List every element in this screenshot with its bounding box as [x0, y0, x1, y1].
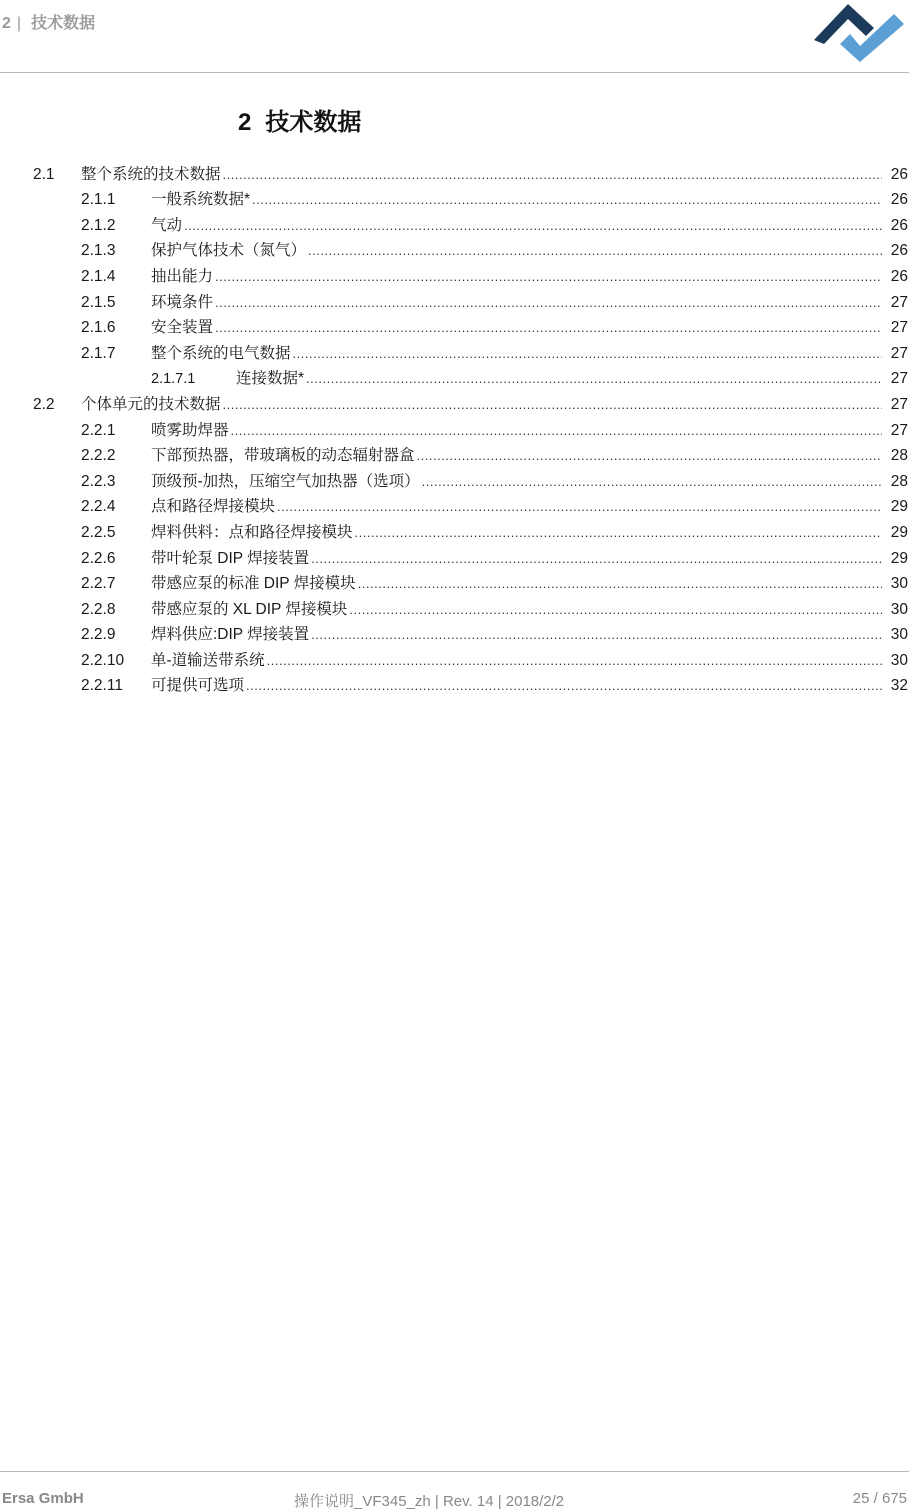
footer-page-number: 25 / 675 [852, 1490, 907, 1507]
page-footer [0, 1471, 909, 1510]
toc-entry-label[interactable]: 保护气体技术（氮气） [151, 242, 307, 260]
toc-entry[interactable] [0, 620, 909, 646]
toc-entry-number: 2.1 [33, 165, 55, 183]
toc-entry-page[interactable]: 29 [890, 523, 908, 541]
toc-entry[interactable] [0, 159, 909, 185]
header-chapter-title: 技术数据 [31, 15, 96, 32]
toc-entry[interactable] [0, 313, 909, 339]
toc-entry-number: 2.1.7.1 [151, 371, 196, 388]
toc-entry[interactable] [0, 261, 909, 287]
toc-dot-leader [311, 550, 882, 568]
toc-entry-number: 2.1.2 [81, 216, 116, 234]
toc-entry-number: 2.2.1 [81, 421, 116, 439]
toc-dot-leader [231, 422, 882, 440]
toc-entry-number: 2.2 [33, 395, 55, 413]
toc-entry-label[interactable]: 气动 [151, 216, 183, 234]
toc-entry-number: 2.1.5 [81, 293, 116, 311]
footer-document-info: 操作说明_VF345_zh | Rev. 14 | 2018/2/2 [294, 1493, 565, 1510]
toc-entry[interactable] [0, 492, 909, 518]
toc-dot-leader [246, 677, 882, 695]
toc-entry[interactable] [0, 645, 909, 671]
chapter-number: 2 [238, 109, 252, 136]
toc-entry-label[interactable]: 下部预热器，带玻璃板的动态辐射器盒 [151, 447, 415, 465]
toc-dot-leader [267, 652, 882, 670]
toc-dot-leader [223, 166, 882, 184]
toc-entry-label[interactable]: 带感应泵的标准 DIP 焊接模块 [151, 575, 356, 593]
toc-entry-page[interactable]: 28 [890, 472, 908, 490]
toc-entry-label[interactable]: 可提供可选项 [151, 677, 245, 695]
toc-entry-page[interactable]: 27 [890, 395, 908, 413]
toc-entry-label[interactable]: 单-道输送带系统 [151, 651, 265, 669]
toc-entry-number: 2.1.7 [81, 344, 116, 362]
toc-entry-page[interactable]: 28 [890, 447, 908, 465]
ersa-logo-icon [812, 0, 909, 62]
toc-entry-page[interactable]: 30 [890, 651, 908, 669]
toc-dot-leader [252, 191, 882, 209]
toc-entry-number: 2.1.3 [81, 242, 116, 260]
toc-dot-leader [215, 268, 882, 286]
toc-entry-number: 2.1.4 [81, 267, 116, 285]
toc-entry-label[interactable]: 抽出能力 [151, 267, 214, 285]
toc-entry-number: 2.2.10 [81, 651, 125, 669]
toc-entry-page[interactable]: 32 [890, 677, 908, 695]
toc-entry[interactable] [0, 671, 909, 697]
toc-entry-page[interactable]: 26 [890, 165, 908, 183]
toc-dot-leader [306, 370, 882, 388]
toc-entry-label[interactable]: 整个系统的电气数据 [151, 344, 291, 362]
toc-entry-page[interactable]: 27 [890, 319, 908, 337]
toc-entry[interactable] [0, 364, 909, 390]
toc-entry[interactable] [0, 338, 909, 364]
toc-entry-label[interactable]: 焊料供应:DIP 焊接装置 [151, 626, 310, 644]
toc-entry[interactable] [0, 236, 909, 262]
chapter-title-text: 技术数据 [265, 109, 362, 136]
toc-entry[interactable] [0, 543, 909, 569]
toc-entry-page[interactable]: 30 [890, 600, 908, 618]
toc-entry-page[interactable]: 29 [890, 498, 908, 516]
page-title [238, 102, 361, 137]
toc-entry-page[interactable]: 29 [890, 549, 908, 567]
toc-entry-label[interactable]: 带叶轮泵 DIP 焊接装置 [151, 549, 310, 567]
toc-entry-label[interactable]: 带感应泵的 XL DIP 焊接模块 [151, 600, 348, 618]
toc-entry-number: 2.1.6 [81, 319, 116, 337]
toc-entry-label[interactable]: 个体单元的技术数据 [81, 395, 221, 413]
toc-entry-number: 2.2.4 [81, 498, 116, 516]
toc-entry-page[interactable]: 26 [890, 242, 908, 260]
toc-dot-leader [215, 294, 882, 312]
toc-entry[interactable] [0, 594, 909, 620]
toc-entry[interactable] [0, 389, 909, 415]
toc-entry-number: 2.2.7 [81, 575, 116, 593]
toc-entry-label[interactable]: 连接数据* [236, 370, 305, 388]
toc-entry[interactable] [0, 415, 909, 441]
toc-entry-number: 2.2.11 [81, 677, 123, 695]
toc-entry-page[interactable]: 30 [890, 626, 908, 644]
toc-entry-number: 2.2.6 [81, 549, 116, 567]
header-chapter [2, 10, 95, 33]
toc-dot-leader [349, 601, 882, 619]
toc-entry[interactable] [0, 466, 909, 492]
toc-entry-label[interactable]: 喷雾助焊器 [151, 421, 229, 439]
toc-dot-leader [422, 473, 882, 491]
toc-entry-number: 2.2.9 [81, 626, 116, 644]
toc-entry-label[interactable]: 点和路径焊接模块 [151, 498, 276, 516]
toc-dot-leader [293, 345, 882, 363]
toc-entry-page[interactable]: 30 [890, 575, 908, 593]
toc-entry-page[interactable]: 27 [890, 293, 908, 311]
toc-entry-page[interactable]: 27 [890, 370, 908, 388]
toc-entry-label[interactable]: 整个系统的技术数据 [81, 165, 221, 183]
toc-dot-leader [358, 575, 882, 593]
toc-entry-page[interactable]: 26 [890, 191, 908, 209]
toc-dot-leader [355, 524, 882, 542]
header-separator: | [16, 15, 22, 32]
toc-entry[interactable] [0, 517, 909, 543]
toc-entry-number: 2.2.3 [81, 472, 116, 490]
toc-entry-label[interactable]: 一般系统数据* [151, 191, 251, 209]
toc-dot-leader [311, 626, 882, 644]
toc-entry-number: 2.1.1 [81, 191, 116, 209]
toc-dot-leader [215, 319, 882, 337]
toc-entry-page[interactable]: 27 [890, 344, 908, 362]
header-chapter-number: 2 [2, 15, 11, 32]
toc-entry-number: 2.2.2 [81, 447, 116, 465]
toc-dot-leader [308, 242, 882, 260]
toc-entry[interactable] [0, 185, 909, 211]
toc-entry[interactable] [0, 210, 909, 236]
toc-entry-label[interactable]: 环境条件 [151, 293, 214, 311]
toc-entry[interactable] [0, 441, 909, 467]
toc-entry-label[interactable]: 安全装置 [151, 319, 214, 337]
toc-dot-leader [417, 447, 882, 465]
toc-entry[interactable] [0, 287, 909, 313]
toc-entry-page[interactable]: 26 [890, 267, 908, 285]
table-of-contents [0, 159, 909, 696]
toc-entry-label[interactable]: 焊料供料：点和路径焊接模块 [151, 523, 353, 541]
page-header [0, 0, 909, 73]
toc-entry-number: 2.2.5 [81, 523, 116, 541]
toc-dot-leader [277, 498, 882, 516]
footer-company: Ersa GmbH [2, 1490, 84, 1507]
toc-entry[interactable] [0, 569, 909, 595]
toc-entry-number: 2.2.8 [81, 600, 116, 618]
toc-entry-label[interactable]: 顶级预-加热，压缩空气加热器（选项） [151, 472, 420, 490]
toc-entry-page[interactable]: 27 [890, 421, 908, 439]
toc-dot-leader [223, 396, 882, 414]
toc-entry-page[interactable]: 26 [890, 216, 908, 234]
toc-dot-leader [184, 217, 882, 235]
